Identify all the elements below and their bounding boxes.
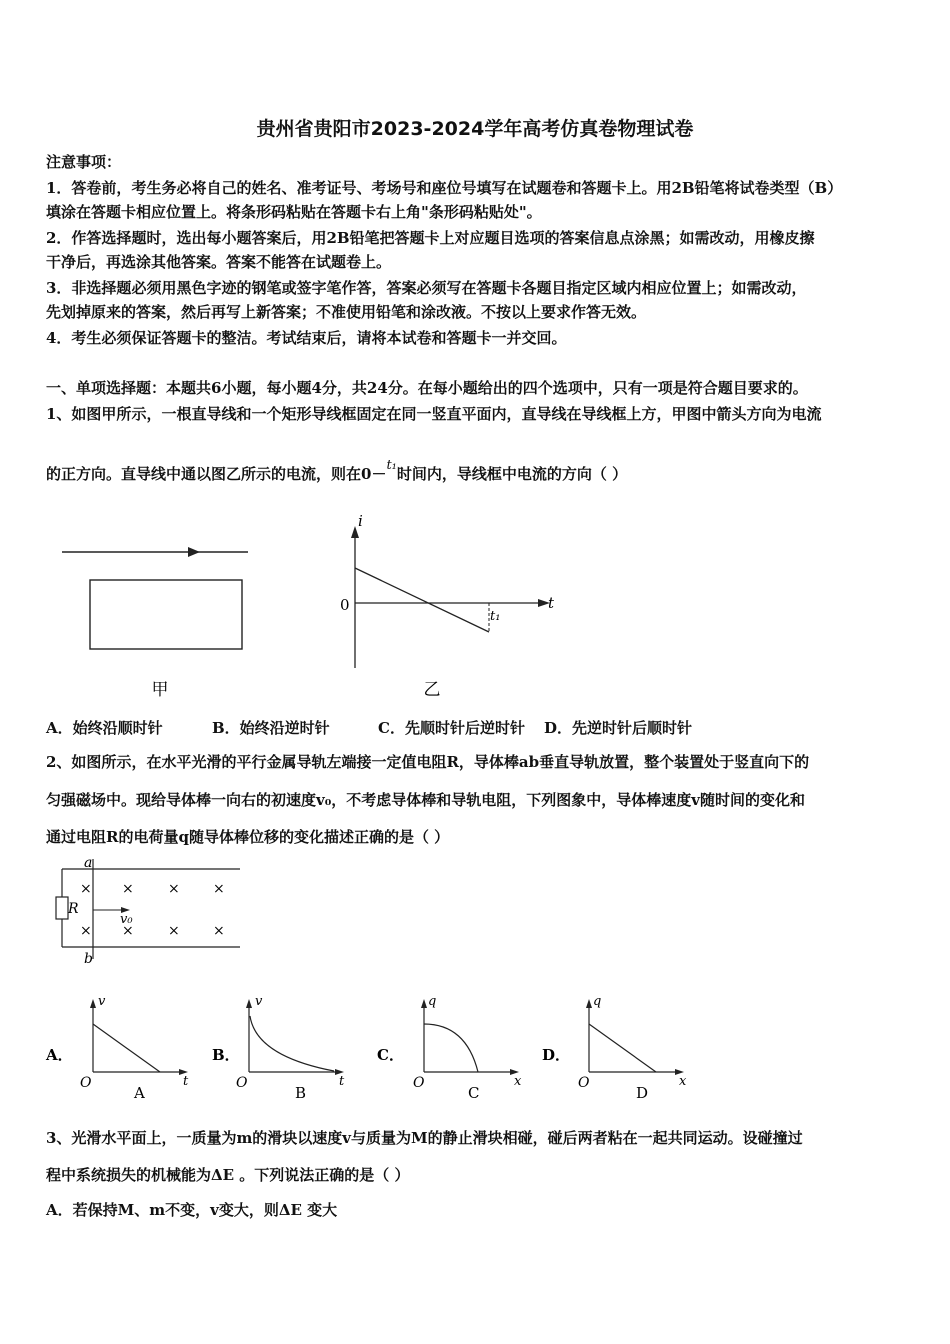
graph-d-y-label: q [593,994,602,1009]
rod-end-b: b [84,951,93,967]
axis-arrow-icon [421,999,427,1008]
graph-c-origin: O [413,1075,425,1091]
notice-line: 1．答卷前，考生务必将自己的姓名、准考证号、考场号和座位号填写在试题卷和答题卡上。用2B铅笔将试卷类型（B） [46,179,843,197]
section-heading: 一、单项选择题：本题共6小题，每小题4分，共24分。在每小题给出的四个选项中，只有一项是符合题目要求的。 [46,379,808,397]
origin-label: 0 [340,596,350,614]
field-cross-icon: × [213,923,225,939]
graph-b-option: B． [212,1046,240,1064]
graph-a-caption: A [134,1084,145,1102]
t-axis-label: t [548,594,555,612]
resistor [56,897,68,919]
graph-c-x-label: x [514,1074,522,1089]
notice-line: 3．非选择题必须用黑色字迹的钢笔或签字笔作答，答案必须写在答题卡各题目指定区域内相应位置上；如需改动， [46,279,807,297]
q3-stem-line1: 3、光滑水平面上，一质量为m的滑块以速度v与质量为M的静止滑块相碰，碰后两者粘在一起共同运动。设碰撞过 [46,1129,803,1147]
notice-heading: 注意事项： [46,153,122,171]
t1-label: t₁ [490,609,501,624]
field-cross-icon: × [80,923,92,939]
graph-b-origin: O [236,1075,248,1091]
current-arrow-icon [188,547,200,557]
q3-stem-line2: 程中系统损失的机械能为ΔE 。下列说法正确的是（ ） [46,1166,410,1184]
exam-title: 贵州省贵阳市2023-2024学年高考仿真卷物理试卷 [256,118,694,140]
q1-stem-part: 的正方向。直导线中通以图乙所示的电流，则在0－ [46,465,387,483]
notice-line: 填涂在答题卡相应位置上。将条形码粘贴在答题卡右上角"条形码粘贴处"。 [46,203,542,221]
graph-b-x-label: t [339,1074,345,1089]
i-axis-label: i [358,512,363,530]
graph-c-caption: C [468,1084,480,1102]
graph-d-option: D． [542,1046,571,1064]
axis-arrow-icon [246,999,252,1008]
q2-stem-line3: 通过电阻R的电荷量q随导体棒位移的变化描述正确的是（ ） [46,828,450,846]
q1-stem-part: 时间内，导线框中电流的方向（ ） [396,465,628,483]
fig-yi-label: 乙 [423,680,441,700]
graph-a-origin: O [80,1075,92,1091]
q2-graphs [0,990,950,1105]
rect-loop [90,580,242,649]
graph-c-option: C． [377,1046,404,1064]
notice-line: 2．作答选择题时，选出每小题答案后，用2B铅笔把答题卡上对应题目选项的答案信息点涂黑；如需改动，用橡皮擦 [46,229,815,247]
graph-d-caption: D [636,1084,649,1102]
graph-a-x-label: t [183,1074,189,1089]
graph-b-curve [250,1016,334,1071]
graph-c-y-label: q [428,994,437,1009]
q2-circuit [0,855,950,970]
q1-figures [0,500,950,710]
q1-option-d: D．先逆时针后顺时针 [544,719,693,737]
rod-end-a: a [84,855,93,871]
notice-line: 干净后，再选涂其他答案。答案不能答在试题卷上。 [46,253,392,271]
graph-a-option: A． [46,1046,73,1064]
graph-a-curve [93,1024,160,1072]
graph-d-x-label: x [679,1074,687,1089]
fig-jia-label: 甲 [151,680,169,700]
field-cross-icon: × [80,881,92,897]
q1-option-a: A．始终沿顺时针 [46,719,163,737]
graph-b-caption: B [295,1084,307,1102]
q1-stem-line1: 1、如图甲所示，一根直导线和一个矩形导线框固定在同一竖直平面内，直导线在导线框上方，甲图中箭头方向为电流 [46,405,822,423]
field-cross-icon: × [168,881,180,897]
axis-arrow-icon [90,999,96,1008]
q1-stem-line2 [46,458,628,486]
graph-b-y-label: v [255,994,263,1009]
notice-line: 先划掉原来的答案，然后再写上新答案；不准使用铅笔和涂改液。不按以上要求作答无效。 [46,303,647,321]
graph-d-origin: O [578,1075,590,1091]
field-cross-icon: × [122,923,134,939]
notice-line: 4．考生必须保证答题卡的整洁。考试结束后，请将本试卷和答题卡一并交回。 [46,329,567,347]
axis-arrow-icon [586,999,592,1008]
q3-option-a: A．若保持M、m不变，v变大，则ΔE 变大 [46,1201,338,1219]
graph-d-curve [589,1024,656,1072]
graph-a-y-label: v [98,994,106,1009]
field-cross-icon: × [168,923,180,939]
q1-option-b: B．始终沿逆时针 [212,719,330,737]
graph-c-curve [424,1024,478,1072]
q1-option-c: C．先顺时针后逆时针 [378,719,525,737]
v0-label: v₀ [120,912,133,927]
field-cross-icon: × [122,881,134,897]
current-line [355,568,489,632]
q1-t1-symbol: t₁ [386,458,397,473]
field-cross-icon: × [213,881,225,897]
q2-stem-line1: 2、如图所示，在水平光滑的平行金属导轨左端接一定值电阻R，导体棒ab垂直导轨放置，整个装置处于竖直向下的 [46,753,810,771]
resistor-label: R [68,901,79,917]
q2-stem-line2: 匀强磁场中。现给导体棒一向右的初速度v₀，不考虑导体棒和导轨电阻，下列图象中，导体棒速度v随时间的变化和 [46,791,806,809]
